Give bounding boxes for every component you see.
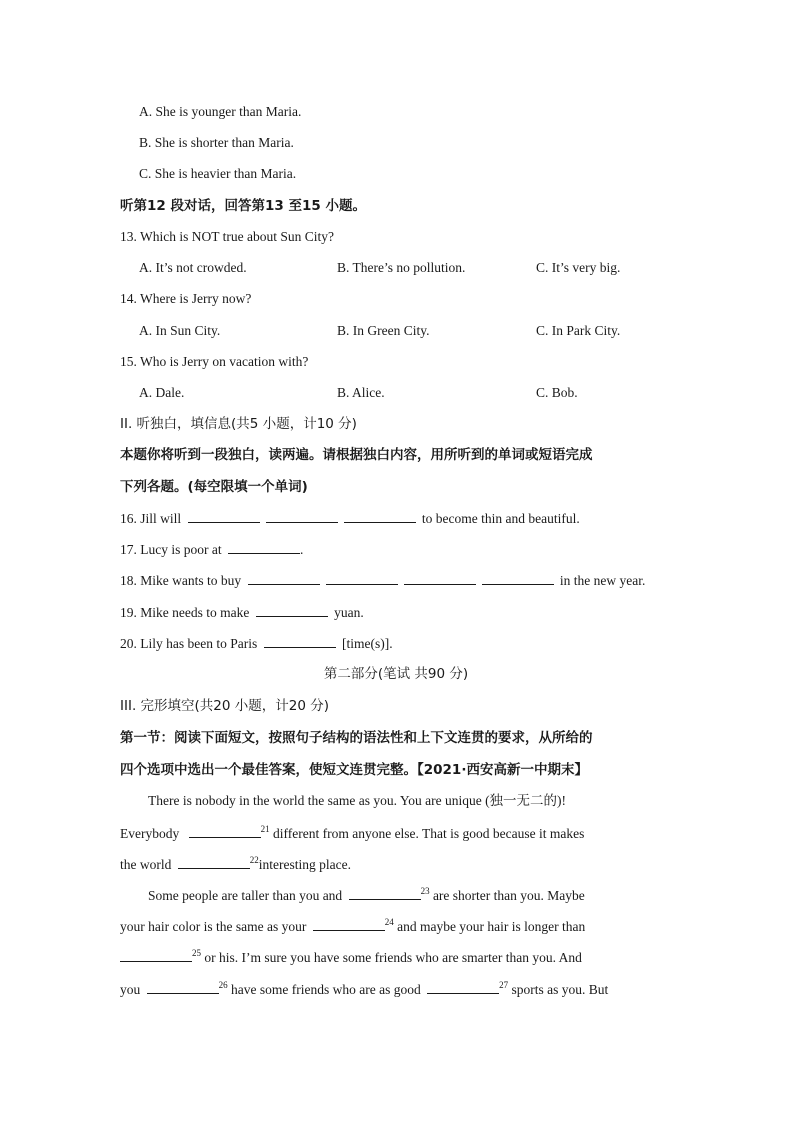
q19-blank[interactable] (256, 602, 328, 617)
q12-option-c: C. She is heavier than Maria. (139, 166, 297, 181)
passage-line-3-post: interesting place. (258, 857, 351, 872)
q15-option-c: C. Bob. (536, 385, 578, 400)
passage-line-2-post: different from anyone else. That is good because it makes (272, 826, 585, 841)
blank-number-27: 27 (499, 980, 509, 990)
section1-instruction-line1: 第一节：阅读下面短文，按照句子结构的语法性和上下文连贯的要求，从所给的 (120, 730, 593, 746)
blank-number-23: 23 (420, 886, 430, 896)
blank-24[interactable] (313, 916, 385, 931)
q19-prefix: 19. Mike needs to make (120, 605, 250, 620)
q17-suffix: . (299, 542, 304, 557)
q18-blank-2[interactable] (326, 570, 398, 585)
part2-instruction-line2: 下列各题。(每空限填一个单词) (120, 479, 308, 495)
q18-blank-4[interactable] (482, 570, 554, 585)
q13-option-b: B. There’s no pollution. (337, 260, 466, 275)
passage-line-6-post: or his. I’m sure you have some friends who are smarter than you. And (204, 950, 582, 965)
passage-line-7-mid: have some friends who are as good (231, 982, 421, 997)
part2-instruction-line1: 本题你将听到一段独白，读两遍。请根据独白内容，用所听到的单词或短语完成 (120, 447, 593, 463)
q16-blank-2[interactable] (266, 508, 338, 523)
q14-option-a: A. In Sun City. (139, 323, 221, 338)
q20-prefix: 20. Lily has been to Paris (120, 636, 258, 651)
passage-line-7-pre: you (120, 982, 141, 997)
passage-line-2 (120, 823, 584, 844)
passage-line-5-pre: your hair color is the same as your (120, 919, 307, 934)
q20-suffix: [time(s)]. (341, 636, 393, 651)
q17-blank[interactable] (228, 539, 300, 554)
q13-question: 13. Which is NOT true about Sun City? (120, 229, 334, 244)
part2-heading: II. 听独白，填信息(共5 小题，计10 分) (120, 416, 357, 432)
q16 (120, 508, 580, 529)
q19 (120, 602, 364, 623)
q15-question: 15. Who is Jerry on vacation with? (120, 354, 309, 369)
passage-line-7 (120, 979, 608, 1000)
blank-number-24: 24 (384, 917, 394, 927)
q16-blank-3[interactable] (344, 508, 416, 523)
blank-27[interactable] (427, 979, 499, 994)
q18 (120, 570, 645, 591)
q17-prefix: 17. Lucy is poor at (120, 542, 222, 557)
q16-blank-1[interactable] (188, 508, 260, 523)
q13-option-a: A. It’s not crowded. (139, 260, 247, 275)
q14-option-b: B. In Green City. (337, 323, 430, 338)
q12-option-a: A. She is younger than Maria. (139, 104, 302, 119)
passage-line-4-post: are shorter than you. Maybe (432, 888, 585, 903)
passage-line-5 (120, 916, 585, 937)
q18-suffix: in the new year. (559, 573, 646, 588)
passage-line-4-pre: Some people are taller than you and (148, 888, 343, 903)
q20 (120, 633, 393, 654)
blank-26[interactable] (147, 979, 219, 994)
q12-option-b: B. She is shorter than Maria. (139, 135, 294, 150)
passage-line-4 (148, 885, 585, 906)
q16-suffix: to become thin and beautiful. (421, 511, 580, 526)
section1-instruction-line2: 四个选项中选出一个最佳答案，使短文连贯完整。【2021·西安高新一中期末】 (120, 762, 588, 778)
blank-number-25: 25 (192, 948, 201, 958)
q20-blank[interactable] (264, 633, 336, 648)
passage-line-3-pre: the world (120, 857, 172, 872)
blank-23[interactable] (349, 885, 421, 900)
passage-line-5-post: and maybe your hair is longer than (397, 919, 586, 934)
q15-option-b: B. Alice. (337, 385, 385, 400)
written-part-heading: 第二部分(笔试 共90 分) (323, 666, 469, 682)
blank-25[interactable] (120, 947, 192, 962)
passage-line-2-pre: Everybody (120, 826, 180, 841)
passage-line-7-post: sports as you. But (511, 982, 609, 997)
q14-question: 14. Where is Jerry now? (120, 291, 252, 306)
q16-prefix: 16. Jill will (120, 511, 182, 526)
blank-22[interactable] (178, 854, 250, 869)
q14-option-c: C. In Park City. (536, 323, 621, 338)
q18-blank-3[interactable] (404, 570, 476, 585)
q13-option-c: C. It’s very big. (536, 260, 621, 275)
q15-option-a: A. Dale. (139, 385, 185, 400)
q19-suffix: yuan. (334, 605, 364, 620)
passage-line-6 (120, 947, 582, 968)
blank-number-22: 22 (249, 855, 259, 865)
listen-12-instruction: 听第12 段对话，回答第13 至15 小题。 (120, 198, 366, 214)
q17 (120, 539, 303, 560)
blank-21[interactable] (189, 823, 261, 838)
passage-line-3 (120, 854, 351, 875)
q18-prefix: 18. Mike wants to buy (120, 573, 242, 588)
blank-number-21: 21 (260, 824, 270, 834)
passage-line-1: There is nobody in the world the same as you. You are unique (独一无二的)! (148, 793, 567, 808)
blank-number-26: 26 (218, 980, 228, 990)
q18-blank-1[interactable] (248, 570, 320, 585)
part3-heading: III. 完形填空(共20 小题，计20 分) (120, 698, 329, 714)
